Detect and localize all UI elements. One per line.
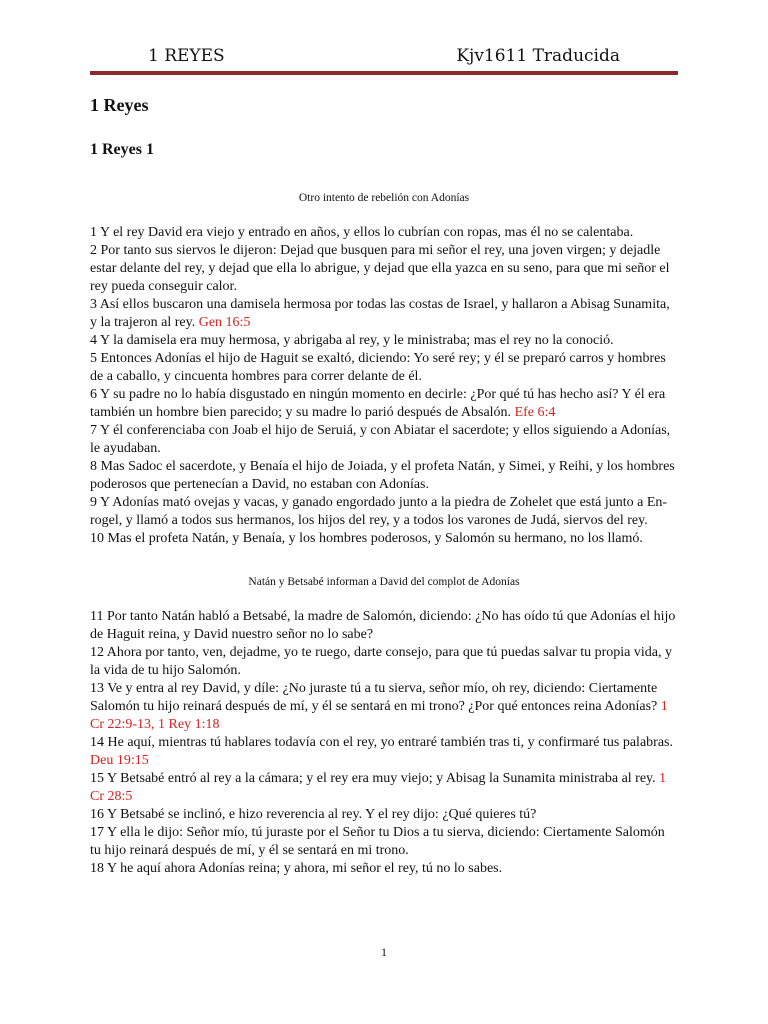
verse xyxy=(90,296,678,332)
verse xyxy=(90,608,678,644)
verse xyxy=(90,860,678,878)
book-title: 1 Reyes xyxy=(90,95,149,115)
verse-text: 12 Ahora por tanto, ven, dejadme, yo te ruego, darte consejo, para que tú puedas salvar tu propia vida, y la vida de tu hijo Salomón. xyxy=(90,645,672,678)
verse-text: 6 Y su padre no lo había disgustado en ningún momento en decirle: ¿Por qué tú has hecho así? Y él era también un hombre bien parecido; y su madre lo parió después de Absalón. xyxy=(90,387,666,420)
verse-text: 11 Por tanto Natán habló a Betsabé, la madre de Salomón, diciendo: ¿No has oído tú que Adonías el hijo de Haguit reina, y David nuestro señor no lo sabe? xyxy=(90,609,676,642)
cross-reference-link[interactable]: 1 Cr 22:9-13, 1 Rey 1:18 xyxy=(90,699,668,732)
verse xyxy=(90,224,678,242)
verse xyxy=(90,350,678,386)
verse-list xyxy=(90,608,678,878)
verse-text: 17 Y ella le dijo: Señor mío, tú juraste por el Señor tu Dios a tu sierva, diciendo: Ciertamente Salomón tu hijo reinará después de mí, y él se sentará en mi trono. xyxy=(90,825,665,858)
verse-text: 4 Y la damisela era muy hermosa, y abrigaba al rey, y le ministraba; mas el rey no la conoció. xyxy=(90,333,614,348)
verse xyxy=(90,386,678,422)
verse-text: 2 Por tanto sus siervos le dijeron: Dejad que busquen para mi señor el rey, una joven virgen; y dejadle estar delante del rey, y dejad que ella lo abrigue, y dejad que ella yazca en su seno, para que mi señor el rey pueda conseguir calor. xyxy=(90,243,670,294)
verse xyxy=(90,680,678,734)
verse xyxy=(90,530,678,548)
verse-text: 8 Mas Sadoc el sacerdote, y Benaía el hijo de Joiada, y el profeta Natán, y Simei, y Reihi, y los hombres poderosos que pertenecían a David, no estaban con Adonías. xyxy=(90,459,675,492)
verse-text: 10 Mas el profeta Natán, y Benaía, y los hombres poderosos, y Salomón su hermano, no los llamó. xyxy=(90,531,643,546)
verse-text: 15 Y Betsabé entró al rey a la cámara; y el rey era muy viejo; y Abisag la Sunamita ministraba al rey. xyxy=(90,771,656,786)
verse-text: 9 Y Adonías mató ovejas y vacas, y ganado engordado junto a la piedra de Zohelet que está junto a En-rogel, y llamó a todos sus hermanos, los hijos del rey, y a todos los varones de Judá, siervos del rey. xyxy=(90,495,668,528)
cross-reference-link[interactable]: Efe 6:4 xyxy=(514,405,556,420)
verse-text: 16 Y Betsabé se inclinó, e hizo reverencia al rey. Y el rey dijo: ¿Qué quieres tú? xyxy=(90,807,537,822)
page-header xyxy=(90,46,678,74)
section-heading: Otro intento de rebelión con Adonías xyxy=(298,192,470,204)
verse xyxy=(90,806,678,824)
verse-text: 7 Y él conferenciaba con Joab el hijo de Seruiá, y con Abiatar el sacerdote; y ellos siguiendo a Adonías, le ayudaban. xyxy=(90,423,671,456)
document-body xyxy=(90,92,678,878)
verse xyxy=(90,824,678,860)
verse xyxy=(90,734,678,770)
verse xyxy=(90,332,678,350)
cross-reference-link[interactable]: Gen 16:5 xyxy=(198,315,251,330)
section-heading: Natán y Betsabé informan a David del complot de Adonías xyxy=(248,576,520,588)
verse xyxy=(90,770,678,806)
verse xyxy=(90,494,678,530)
running-header-book: 1 REYES xyxy=(148,46,225,66)
cross-reference-link[interactable]: Deu 19:15 xyxy=(90,753,149,768)
page-number: 1 xyxy=(381,945,387,959)
verse-text: 1 Y el rey David era viejo y entrado en años, y ellos lo cubrían con ropas, mas él no se calentaba. xyxy=(90,225,634,240)
verse-text: 14 He aquí, mientras tú hablares todavía con el rey, yo entraré también tras ti, y confirmaré tus palabras. xyxy=(90,735,673,750)
verse-list xyxy=(90,224,678,548)
verse-text: 3 Así ellos buscaron una damisela hermosa por todas las costas de Israel, y hallaron a Abisag Sunamita, y la trajeron al rey. xyxy=(90,297,670,330)
running-header-translation: Kjv1611 Traducida xyxy=(456,46,620,66)
verse-text: 18 Y he aquí ahora Adonías reina; y ahora, mi señor el rey, tú no lo sabes. xyxy=(90,861,503,876)
header-divider xyxy=(90,71,678,75)
verse xyxy=(90,422,678,458)
verse-text: 5 Entonces Adonías el hijo de Haguit se exaltó, diciendo: Yo seré rey; y él se preparó carros y hombres de a caballo, y cincuenta hombres para correr delante de él. xyxy=(90,351,666,384)
verse xyxy=(90,242,678,296)
verse-text: 13 Ve y entra al rey David, y díle: ¿No juraste tú a tu sierva, señor mío, oh rey, diciendo: Ciertamente Salomón tu hijo reinará después de mí, y él se sentará en mi trono? ¿Por qué entonces reina Adonías? xyxy=(90,681,658,714)
chapter-title: 1 Reyes 1 xyxy=(90,141,154,158)
verse xyxy=(90,644,678,680)
cross-reference-link[interactable]: 1 Cr 28:5 xyxy=(90,771,667,804)
verse xyxy=(90,458,678,494)
